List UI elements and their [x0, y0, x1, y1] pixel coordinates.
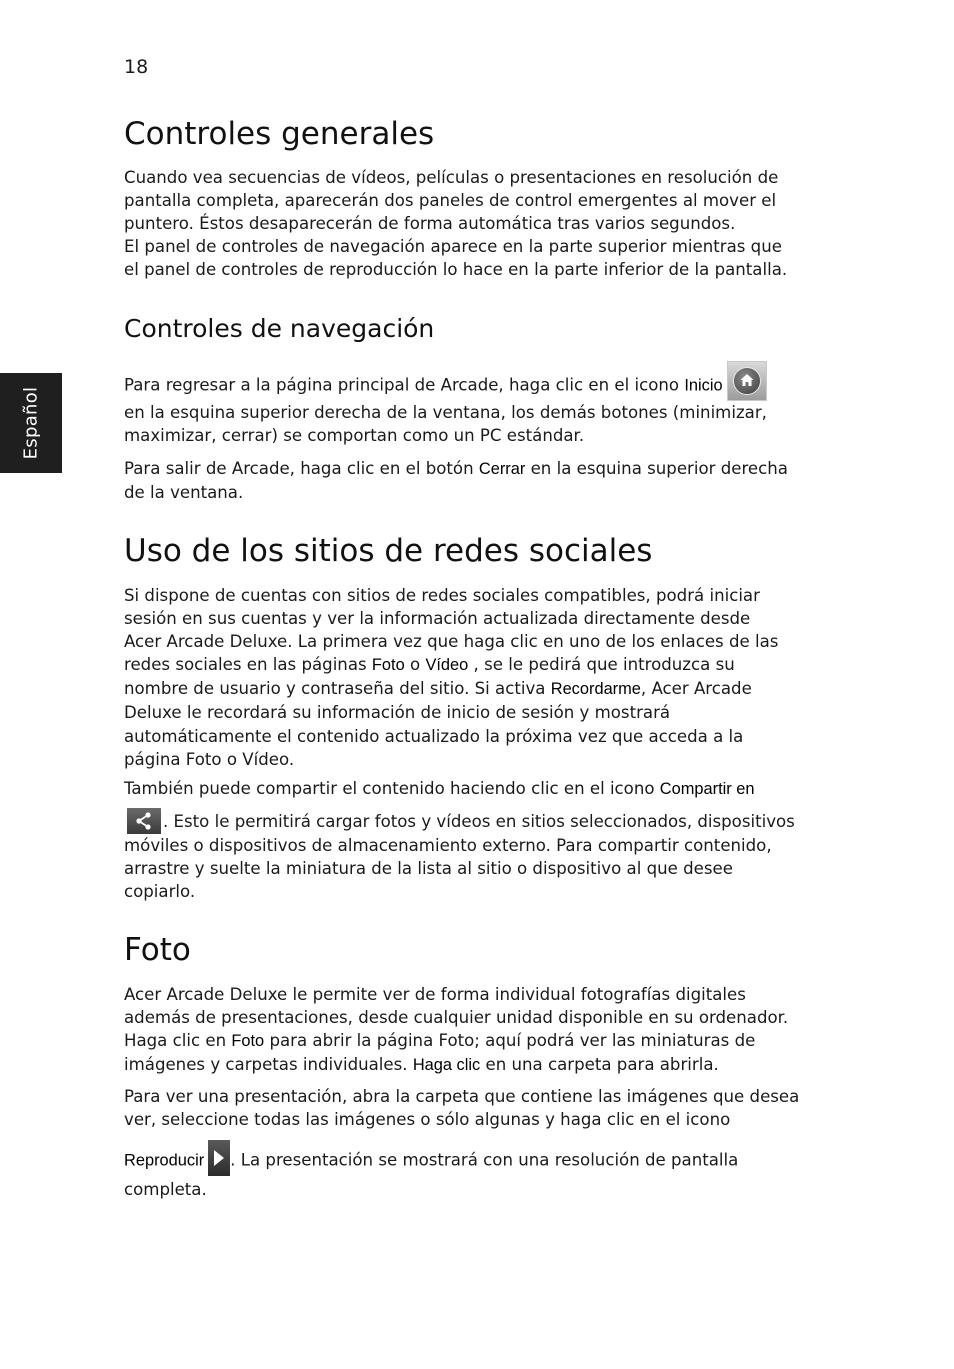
- ui-term-reproducir: Reproducir: [124, 1151, 205, 1170]
- text-line: puntero. Éstos desaparecerán de forma automática tras varios segundos.: [124, 214, 736, 234]
- text-line: sesión en sus cuentas y ver la información actualizada directamente desde: [124, 609, 751, 629]
- heading-controles-navegacion: Controles de navegación: [124, 314, 435, 343]
- text-line: [124, 371, 824, 401]
- text-run: en la esquina superior derecha: [525, 459, 788, 478]
- language-tab-label: Español: [20, 386, 42, 460]
- paragraph-presentacion: [124, 1085, 824, 1131]
- ui-term-inicio: Inicio: [684, 376, 723, 395]
- paragraph-redes-sociales: [124, 584, 824, 771]
- paragraph-reproducir-end: [124, 1178, 824, 1201]
- paragraph-reproducir: [124, 1146, 824, 1176]
- text-line: pantalla completa, aparecerán dos paneles de control emergentes al mover el: [124, 191, 777, 211]
- text-line: [124, 1053, 824, 1077]
- text-run: , se le pedirá que introduzca su: [468, 655, 735, 675]
- ui-term-haga-clic: Haga clic: [412, 1056, 481, 1075]
- ui-term-compartir-en: Compartir en: [659, 780, 755, 798]
- text-line: móviles o dispositivos de almacenamiento externo. Para compartir contenido,: [124, 835, 772, 855]
- text-line: el panel de controles de reproducción lo hace en la parte inferior de la pantalla.: [124, 260, 788, 280]
- ui-term-cerrar: Cerrar: [478, 460, 526, 478]
- paragraph-cerrar: [124, 457, 824, 504]
- text-line: El panel de controles de navegación aparece en la parte superior mientras que: [124, 237, 782, 257]
- text-run: Haga clic en: [124, 1031, 232, 1051]
- text-run: o: [404, 655, 426, 675]
- paragraph-foto: [124, 983, 824, 1077]
- text-line: [124, 1029, 824, 1053]
- text-line: Acer Arcade Deluxe. La primera vez que haga clic en uno de los enlaces de las: [124, 632, 779, 652]
- text-line: Cuando vea secuencias de vídeos, películas o presentaciones en resolución de: [124, 168, 779, 187]
- text-line: ver, seleccione todas las imágenes o sólo algunas y haga clic en el icono: [124, 1110, 731, 1130]
- play-icon: [208, 1140, 230, 1176]
- text-line: en la esquina superior derecha de la ventana, los demás botones (minimizar,: [124, 403, 767, 422]
- ui-term-recordarme: Recordarme: [550, 680, 641, 699]
- text-line: [124, 810, 824, 834]
- text-line: [124, 1146, 824, 1176]
- text-line: arrastre y suelte la miniatura de la lista al sitio o dispositivo al que desee: [124, 858, 733, 878]
- ui-term-foto: Foto: [231, 1032, 265, 1051]
- text-line: [124, 457, 824, 481]
- text-line: Deluxe le recordará su información de inicio de sesión y mostrará: [124, 703, 671, 723]
- text-line: copiarlo.: [124, 881, 196, 901]
- text-line: Para ver una presentación, abra la carpeta que contiene las imágenes que desea: [124, 1087, 800, 1106]
- text-line: además de presentaciones, desde cualquier unidad disponible en su ordenador.: [124, 1008, 789, 1028]
- text-run: para abrir la página Foto; aquí podrá ver las miniaturas de: [264, 1031, 756, 1051]
- text-line: Si dispone de cuentas con sitios de redes sociales compatibles, podrá iniciar: [124, 586, 760, 605]
- ui-term-video: Vídeo: [425, 656, 469, 675]
- text-run: en una carpeta para abrirla.: [480, 1055, 719, 1075]
- text-line: [124, 777, 824, 801]
- home-icon: [727, 361, 767, 401]
- language-tab: [0, 373, 62, 473]
- text-run: nombre de usuario y contraseña del sitio. Si activa: [124, 679, 551, 699]
- page-number: 18: [124, 56, 149, 78]
- heading-foto: Foto: [124, 932, 191, 968]
- paragraph-compartir: [124, 777, 824, 801]
- text-run: redes sociales en las páginas: [124, 655, 372, 675]
- text-run: . Esto le permitirá cargar fotos y vídeos en sitios seleccionados, dispositivos: [163, 812, 795, 831]
- heading-controles-generales: Controles generales: [124, 116, 435, 152]
- heading-redes-sociales: Uso de los sitios de redes sociales: [124, 533, 653, 569]
- text-run: Para regresar a la página principal de Arcade, haga clic en el icono: [124, 375, 685, 395]
- text-line: completa.: [124, 1180, 207, 1199]
- ui-term-foto: Foto: [371, 656, 405, 675]
- text-run: También puede compartir el contenido haciendo clic en el icono: [124, 779, 660, 798]
- text-run: , Acer Arcade: [640, 679, 752, 699]
- paragraph-controles-generales: [124, 166, 824, 281]
- text-line: de la ventana.: [124, 483, 244, 503]
- text-line: Acer Arcade Deluxe le permite ver de forma individual fotografías digitales: [124, 985, 746, 1004]
- text-line: automáticamente el contenido actualizado la próxima vez que acceda a la: [124, 726, 744, 746]
- text-run: . La presentación se mostrará con una resolución de pantalla: [230, 1150, 739, 1170]
- text-run: Para salir de Arcade, haga clic en el botón: [124, 459, 479, 478]
- text-line: [124, 677, 824, 701]
- paragraph-compartir-cont: [124, 810, 824, 903]
- share-icon: [127, 808, 161, 834]
- text-line: maximizar, cerrar) se comportan como un PC estándar.: [124, 426, 585, 446]
- text-line: página Foto o Vídeo.: [124, 749, 295, 769]
- text-line: [124, 653, 824, 677]
- paragraph-inicio: [124, 371, 824, 447]
- text-run: imágenes y carpetas individuales.: [124, 1055, 413, 1075]
